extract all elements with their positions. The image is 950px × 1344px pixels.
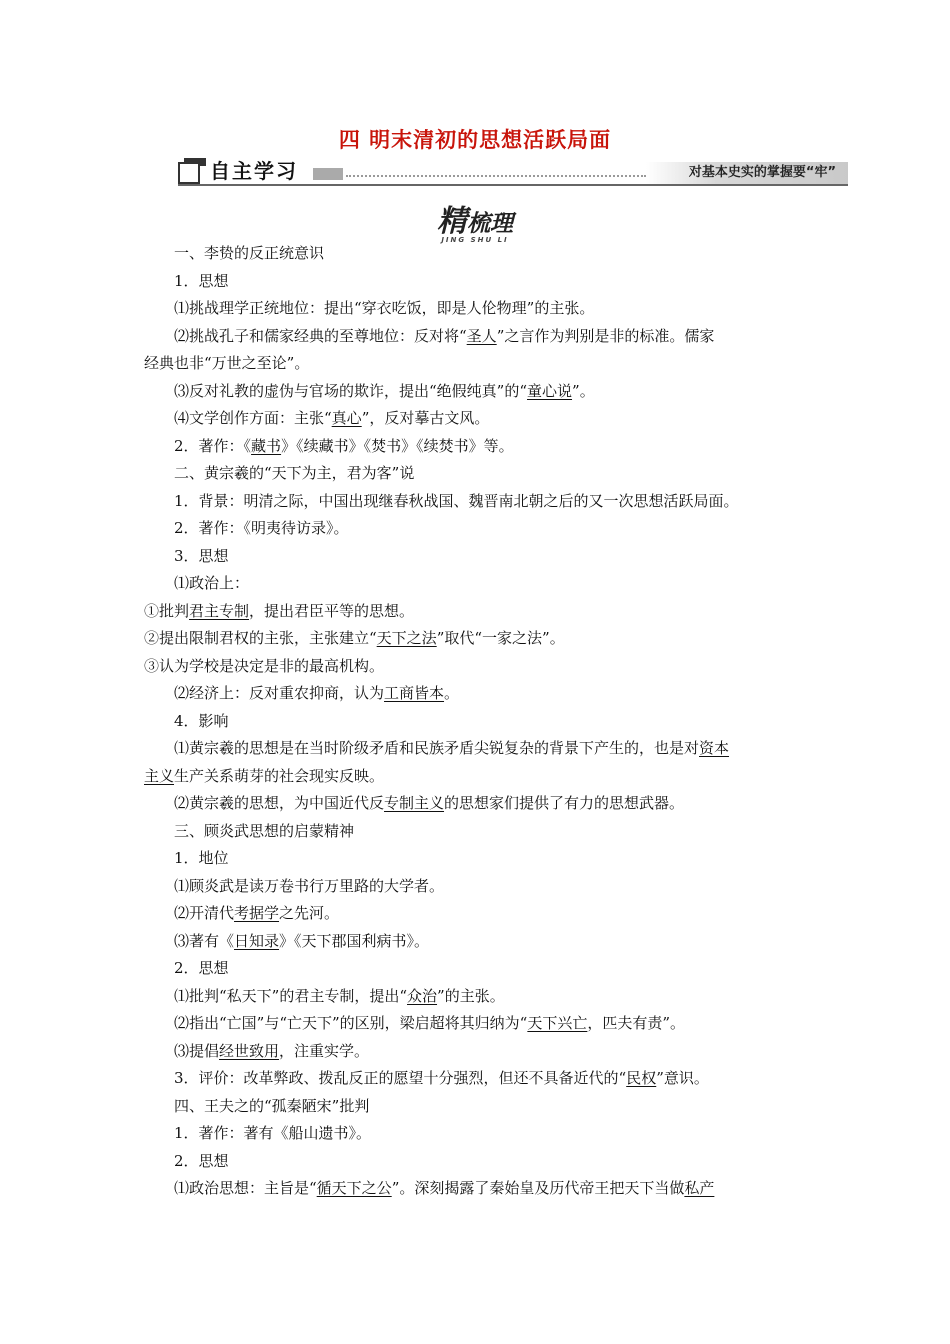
answer-underline: 日知录 [234,931,280,950]
paragraph: ⑵开清代考据学之先河。 [174,904,340,922]
subheading: 1．思想 [174,271,229,290]
paragraph: ⑴黄宗羲的思想是在当时阶级矛盾和民族矛盾尖锐复杂的背景下产生的，也是对资本 [174,739,730,757]
paragraph-cont: 经典也非“万世之至论”。 [144,354,310,372]
answer-underline: 工商皆本 [384,684,445,702]
answer-underline: 君主专制 [189,601,250,620]
paragraph: ②提出限制君权的主张，主张建立“天下之法”取代“一家之法”。 [144,629,565,647]
paragraph: ⑷文学创作方面：主张“真心”，反对摹古文风。 [174,409,490,427]
paragraph: 1．背景：明清之际，中国出现继春秋战国、魏晋南北朝之后的又一次思想活跃局面。 [174,491,739,510]
answer-underline: 天下兴亡 [527,1014,588,1032]
answer-underline: 经世致用 [219,1041,280,1060]
paragraph: 2．著作：《明夷待访录》。 [174,519,349,537]
subheading: 2．思想 [174,1151,229,1170]
subheading: 1．地位 [174,849,229,867]
paragraph: ③认为学校是决定是非的最高机构。 [144,656,385,675]
logo-sub: JING SHU LI [441,236,509,244]
paragraph: ①批判君主专制，提出君臣平等的思想。 [144,601,415,620]
answer-underline: 藏书 [251,436,282,455]
paragraph: 3．评价：改革弊政、拨乱反正的愿望十分强烈，但还不具备近代的“民权”意识。 [174,1069,709,1087]
subheading: 2．思想 [174,959,229,977]
banner-grey-block [313,168,343,180]
paragraph: ⑴政治上： [174,574,250,592]
paragraph: ⑵经济上：反对重农抑商，认为工商皆本。 [174,684,460,702]
section-heading: 一、李贽的反正统意识 [174,244,325,262]
paragraph: ⑴批判“私天下”的君主专制，提出“众治”的主张。 [174,986,505,1005]
paragraph: ⑶著有《日知录》《天下郡国利病书》。 [174,931,430,950]
paragraph: ⑶提倡经世致用，注重实学。 [174,1041,370,1060]
answer-underline: 众治 [407,986,438,1005]
paragraph: ⑶反对礼教的虚伪与官场的欺诈，提出“绝假纯真”的“童心说”。 [174,381,595,400]
answer-underline: 考据学 [234,904,280,922]
content [144,240,812,1203]
paragraph: ⑴政治思想：主旨是“循天下之公”。深刻揭露了秦始皇及历代帝王把天下当做私产 [174,1179,715,1197]
banner-right-text: 对基本史实的掌握要“牢” [688,165,836,180]
answer-underline: 童心说 [527,381,573,400]
logo-title [437,196,513,244]
paragraph: ⑵指出“亡国”与“亡天下”的区别，梁启超将其归纳为“天下兴亡，匹夫有责”。 [174,1014,686,1032]
answer-underline: 资本 [699,739,730,757]
paragraph: ⑴顾炎武是读万卷书行万里路的大学者。 [174,876,445,895]
paragraph: ⑴挑战理学正统地位：提出“穿衣吃饭，即是人伦物理”的主张。 [174,299,595,317]
answer-underline: 民权 [626,1069,657,1087]
subheading: 3．思想 [174,546,229,565]
section-banner [178,158,848,184]
paragraph: 2．著作：《藏书》《续藏书》《焚书》《续焚书》等。 [174,436,514,455]
jing-shu-li-logo [0,196,950,246]
paragraph: ⑵挑战孔子和儒家经典的至尊地位：反对将“圣人”之言作为判别是非的标准。儒家 [174,326,715,345]
subheading: 4．影响 [174,711,229,730]
answer-underline: 主义 [144,766,175,785]
paragraph-cont: 主义生产关系萌芽的社会现实反映。 [144,766,385,785]
paragraph: ⑵黄宗羲的思想，为中国近代反专制主义的思想家们提供了有力的思想武器。 [174,794,685,812]
answer-underline: 圣人 [466,326,497,345]
answer-underline: 专制主义 [384,794,445,812]
logo-big-char: 精 [437,204,467,239]
paragraph: 1．著作：著有《船山遗书》。 [174,1124,372,1142]
page-title: 四 明末清初的思想活跃局面 [338,128,612,152]
banner-underline [178,184,848,186]
section-heading: 二、黄宗羲的“天下为主，君为客”说 [174,464,415,482]
section-heading: 三、顾炎武思想的启蒙精神 [174,821,355,840]
section-heading: 四、王夫之的“孤秦陋宋”批判 [174,1096,370,1115]
banner-label: 自主学习 [210,159,298,183]
logo-rest: 梳理 [467,210,513,237]
answer-underline: 私产 [684,1179,715,1197]
banner-dotted-line [346,175,646,177]
answer-underline: 天下之法 [376,629,437,647]
answer-underline: 真心 [331,409,362,427]
banner-box-icon [178,162,200,184]
answer-underline: 循天下之公 [316,1179,392,1197]
